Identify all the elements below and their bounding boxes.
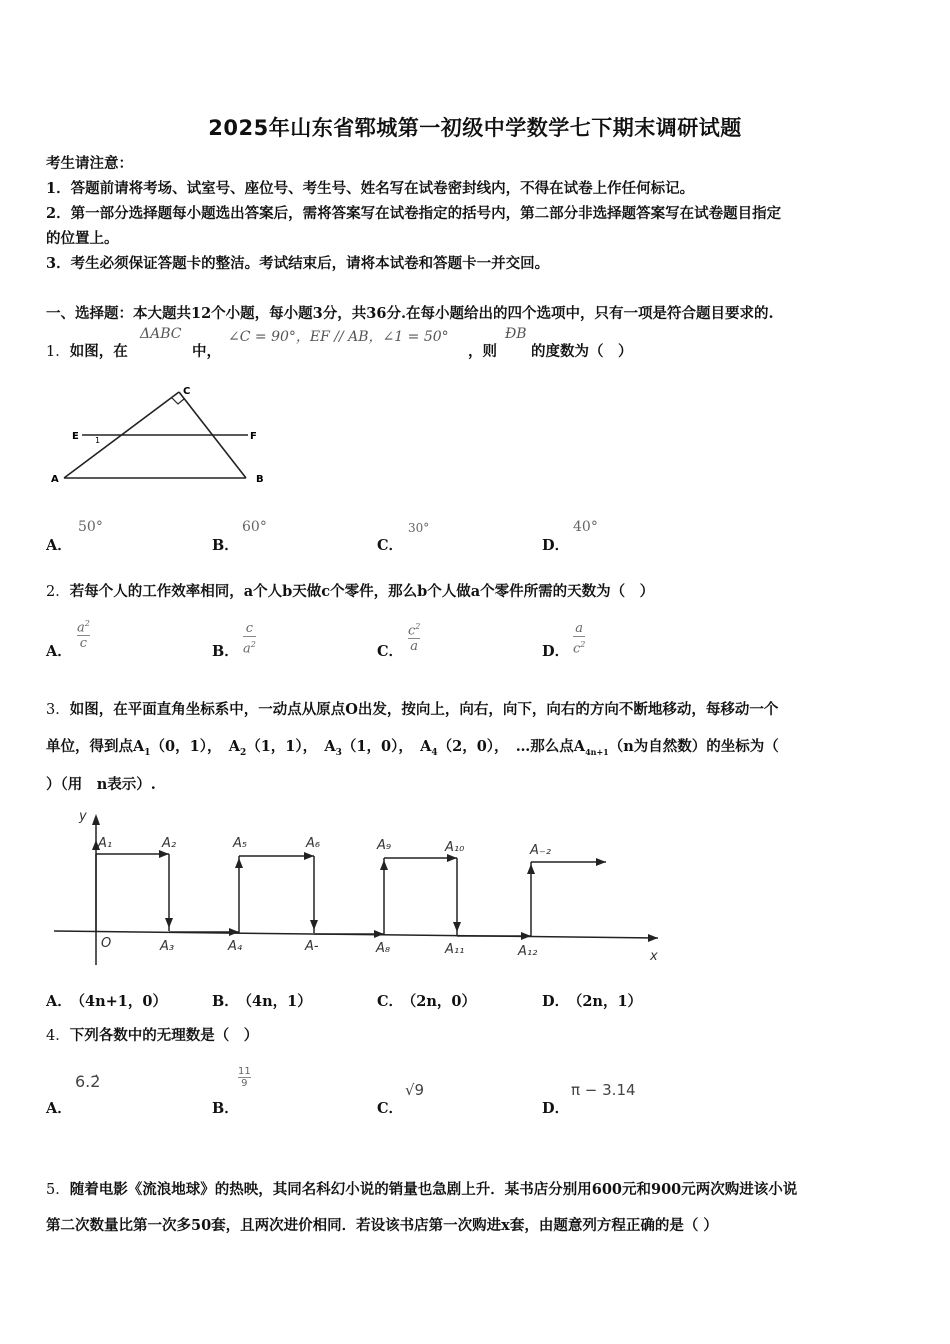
option-d-value: 40°	[573, 519, 598, 535]
math-condition: ∠C = 90°，EF // AB，∠1 = 50°	[228, 329, 449, 345]
text-part: （n为自然数）的坐标为（	[608, 738, 779, 755]
option-b-value: 60°	[242, 519, 267, 535]
question-3-line2	[46, 735, 779, 758]
arrowhead	[380, 860, 388, 870]
notice-item-1: 1．答题前请将考场、试室号、座位号、考生号、姓名写在试卷密封线内，不得在试卷上作任何标记。	[46, 180, 695, 197]
denominator: c	[79, 636, 88, 652]
option-a-value: 6.2̇	[75, 1072, 101, 1091]
label-b: B	[256, 474, 264, 485]
option-b-letter: B．	[212, 1100, 239, 1117]
question-text: 下列各数中的无理数是（ ）	[69, 1027, 259, 1044]
option-a-value: 50°	[78, 519, 103, 535]
notice-heading: 考生请注意：	[46, 155, 133, 172]
option-d-letter: D．	[542, 1100, 570, 1117]
question-number: 5．	[46, 1182, 70, 1198]
option-c-letter: C．	[377, 537, 404, 554]
option-value: （2n，1）	[575, 993, 643, 1010]
label-a: A	[51, 474, 59, 485]
option-a	[46, 990, 167, 1011]
label-a10: A₁₀	[445, 840, 465, 855]
option-value: （2n，0）	[409, 993, 477, 1010]
label-a2: A₂	[162, 836, 177, 851]
option-d-letter: D．	[542, 537, 570, 554]
option-c	[377, 990, 476, 1011]
option-d-fraction	[573, 621, 585, 656]
subscript: 1	[144, 747, 151, 758]
arrowhead	[310, 920, 318, 930]
option-b	[212, 990, 312, 1011]
option-b-letter: B．	[212, 643, 239, 660]
text-part: （2，0）， …那么点A	[437, 738, 586, 755]
denominator: c	[573, 641, 581, 657]
label-a3: A₃	[160, 939, 175, 954]
question-text: 的度数为（ ）	[531, 343, 633, 360]
option-c-value: √9	[405, 1081, 425, 1099]
option-letter: C．	[377, 993, 404, 1010]
label-a9: A₉	[377, 838, 392, 853]
option-a-letter: A．	[46, 1100, 72, 1117]
option-b-letter: B．	[212, 537, 239, 554]
label-a7: A-	[305, 939, 319, 954]
text-part: （0，1）， A	[150, 738, 240, 755]
triangle-figure	[46, 378, 276, 493]
question-2	[46, 580, 654, 601]
page-title: 2025年山东省郓城第一初级中学数学七下期末调研试题	[208, 116, 742, 140]
label-angle-1: 1	[95, 436, 101, 445]
question-text: 如图，在平面直角坐标系中，一动点从原点O出发，按向上，向右，向下，向右的方向不断地移动，每移动一个	[69, 701, 779, 718]
subscript: 2	[239, 747, 247, 758]
arrowhead	[453, 922, 461, 932]
coordinate-figure	[46, 800, 666, 970]
numerator: 11	[238, 1066, 251, 1077]
option-d	[542, 990, 642, 1011]
subscript: 4	[431, 747, 438, 758]
arrowhead	[521, 932, 531, 940]
numerator-exp: 2	[84, 619, 90, 628]
section-heading: 一、选择题：本大题共12个小题，每小题3分，共36分.在每小题给出的四个选项中，只有一项是符合题目要求的.	[46, 305, 774, 322]
question-text: 中，	[192, 343, 221, 360]
question-text: 如图，在	[69, 343, 128, 360]
label-o: O	[101, 936, 112, 951]
arrowhead	[159, 850, 169, 858]
label-a11: A₁₁	[445, 942, 465, 957]
question-5	[46, 1178, 797, 1199]
label-a8: A₈	[376, 941, 391, 956]
label-a12: A₁₂	[518, 944, 538, 959]
arrowhead	[229, 928, 239, 936]
label-f: F	[250, 431, 257, 442]
notice-item-2: 2．第一部分选择题每小题选出答案后，需将答案写在试卷指定的括号内，第二部分非选择题答案写在试卷题目指定	[46, 205, 782, 222]
option-a-letter: A．	[46, 537, 72, 554]
option-letter: D．	[542, 993, 570, 1010]
option-b-fraction	[238, 1066, 251, 1089]
numerator: a	[575, 621, 584, 636]
question-number: 4．	[46, 1028, 70, 1044]
subscript: 4n+1	[585, 746, 609, 757]
option-c-fraction	[408, 619, 420, 654]
arrowhead	[447, 854, 457, 862]
option-letter: A．	[46, 993, 72, 1010]
arrowhead	[527, 864, 535, 874]
option-d-letter: D．	[542, 643, 570, 660]
label-a13: A₋₂	[530, 843, 551, 858]
question-3	[46, 698, 778, 719]
label-y: y	[79, 809, 87, 824]
numerator: a	[77, 620, 85, 636]
numerator: c	[245, 621, 254, 636]
arrowhead	[596, 858, 606, 866]
question-1	[46, 340, 128, 361]
label-a5: A₅	[233, 836, 248, 851]
text-part: （1，1）， A	[246, 738, 336, 755]
label-c: C	[183, 386, 191, 397]
math-triangle: ΔABC	[140, 326, 182, 342]
question-3-line3: ）（用 n表示）.	[46, 776, 156, 793]
denominator-exp: 2	[580, 640, 586, 649]
option-a-letter: A．	[46, 643, 72, 660]
option-value: （4n，1）	[244, 993, 312, 1010]
subscript: 3	[335, 747, 342, 758]
right-angle-mark	[172, 398, 184, 404]
option-c-value: 30°	[408, 521, 430, 535]
arrowhead	[235, 858, 243, 868]
notice-item-3: 3．考生必须保证答题卡的整洁。考试结束后，请将本试卷和答题卡一并交回。	[46, 255, 550, 272]
question-number: 1．	[46, 344, 70, 360]
option-d-value: π − 3.14	[571, 1081, 636, 1099]
label-e: E	[72, 431, 79, 442]
option-b-fraction	[243, 621, 256, 656]
question-text: 若每个人的工作效率相同，a个人b天做c个零件，那么b个人做a个零件所需的天数为（ ）	[69, 583, 655, 600]
option-letter: B．	[212, 993, 239, 1010]
y-axis-arrow	[92, 814, 100, 825]
arrowhead	[304, 852, 314, 860]
question-text: 随着电影《流浪地球》的热映，其同名科幻小说的销量也急剧上升．某书店分别用600元和900元两次购进该小说	[69, 1181, 798, 1198]
arrowhead	[165, 918, 173, 928]
label-a6: A₆	[306, 836, 321, 851]
option-value: （4n+1，0）	[77, 993, 167, 1010]
question-text: ，则	[468, 343, 497, 360]
option-c-letter: C．	[377, 1100, 404, 1117]
question-5-line2: 第二次数量比第一次多50套，且两次进价相同．若设该书店第一次购进x套，由题意列方程正确的是（ ）	[46, 1217, 718, 1234]
numerator: c	[408, 623, 416, 639]
arrowhead	[374, 930, 384, 938]
question-number: 2．	[46, 584, 70, 600]
question-4	[46, 1024, 258, 1045]
question-number: 3．	[46, 702, 70, 718]
text-part: （1，0）， A	[341, 738, 432, 755]
text-part: 单位，得到点A	[46, 738, 145, 755]
denominator: a	[410, 639, 419, 655]
notice-item-2-cont: 的位置上。	[46, 230, 119, 247]
numerator-exp: 2	[415, 622, 421, 631]
option-c-letter: C．	[377, 643, 404, 660]
label-x: x	[650, 949, 658, 964]
label-a4: A₄	[228, 939, 243, 954]
option-a-fraction	[77, 616, 90, 651]
label-a1: A₁	[98, 836, 113, 851]
denominator-exp: 2	[250, 640, 256, 649]
denominator: a	[243, 641, 251, 657]
math-angle: ÐB	[505, 326, 527, 342]
denominator: 9	[241, 1078, 248, 1089]
x-axis-arrow	[648, 934, 658, 942]
